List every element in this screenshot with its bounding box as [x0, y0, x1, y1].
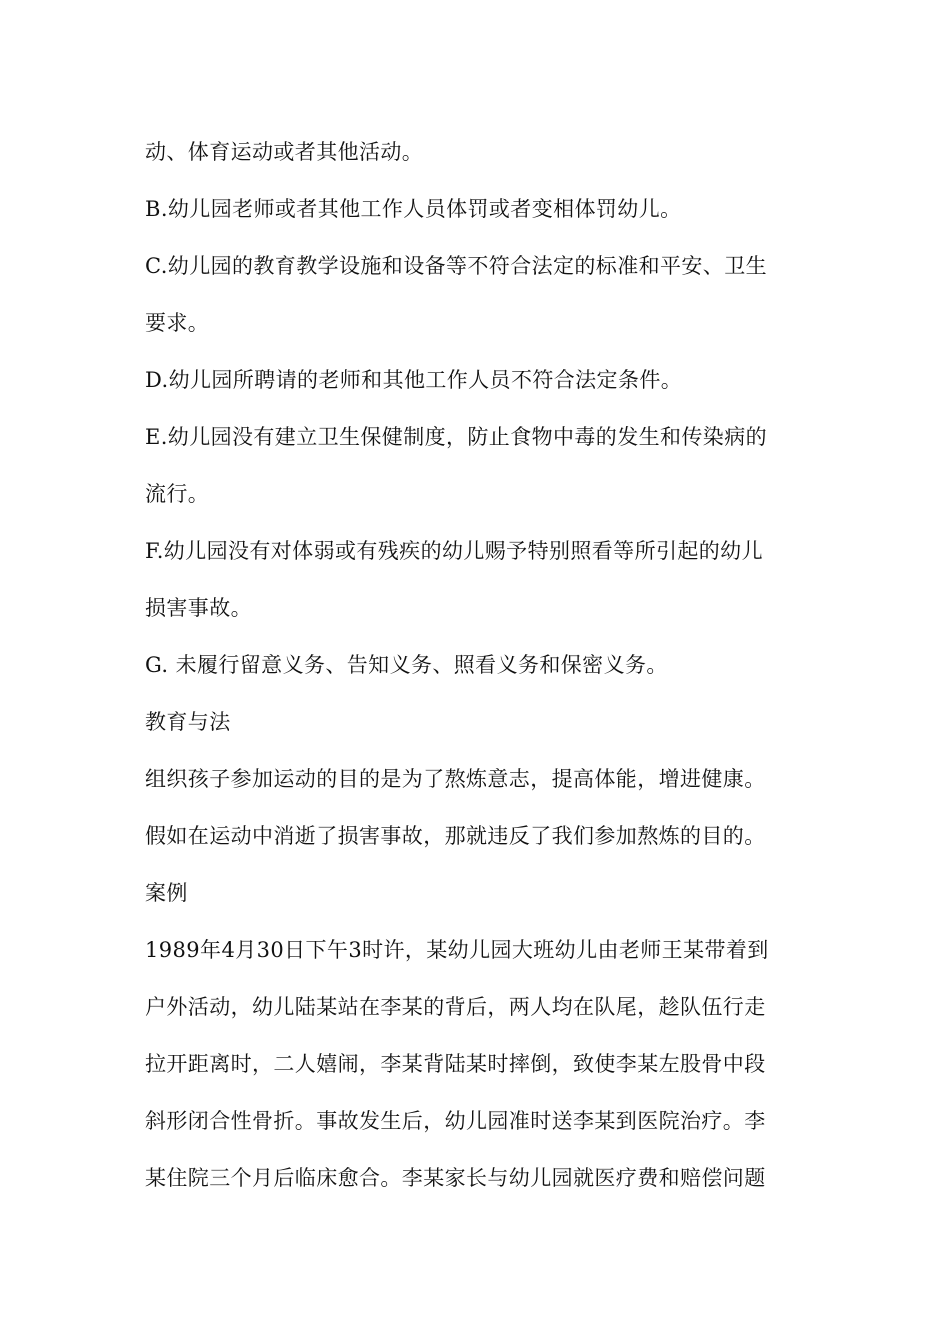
text-line: 斜形闭合性骨折。事故发生后，幼儿园准时送李某到医院治疗。李 [145, 1109, 766, 1133]
text-line: 动、体育运动或者其他活动。 [145, 140, 424, 164]
text-line: 损害事故。 [145, 596, 252, 620]
text-line: E.幼儿园没有建立卫生保健制度，防止食物中毒的发生和传染病的 [145, 425, 768, 449]
text-line: D.幼儿园所聘请的老师和其他工作人员不符合法定条件。 [145, 368, 683, 392]
text-line: 要求。 [145, 311, 210, 335]
text-line: 某住院三个月后临床愈合。李某家长与幼儿园就医疗费和赔偿问题 [145, 1166, 766, 1190]
text-line: G. 未履行留意义务、告知义务、照看义务和保密义务。 [145, 653, 668, 677]
section-heading: 案例 [145, 881, 188, 905]
text-line: 组织孩子参加运动的目的是为了熬炼意志，提高体能，增进健康。 [145, 767, 766, 791]
text-line: 假如在运动中消逝了损害事故，那就违反了我们参加熬炼的目的。 [145, 824, 766, 848]
text-line: 流行。 [145, 482, 210, 506]
text-line: B.幼儿园老师或者其他工作人员体罚或者变相体罚幼儿。 [145, 197, 682, 221]
text-line: C.幼儿园的教育教学设施和设备等不符合法定的标准和平安、卫生 [145, 254, 767, 278]
section-heading: 教育与法 [145, 710, 231, 734]
text-line: 户外活动，幼儿陆某站在李某的背后，两人均在队尾，趁队伍行走 [145, 995, 766, 1019]
text-line: F.幼儿园没有对体弱或有残疾的幼儿赐予特别照看等所引起的幼儿 [145, 539, 763, 563]
text-line: 1989年4月30日下午3时许，某幼儿园大班幼儿由老师王某带着到 [145, 938, 769, 962]
text-line: 拉开距离时，二人嬉闹，李某背陆某时摔倒，致使李某左股骨中段 [145, 1052, 766, 1076]
